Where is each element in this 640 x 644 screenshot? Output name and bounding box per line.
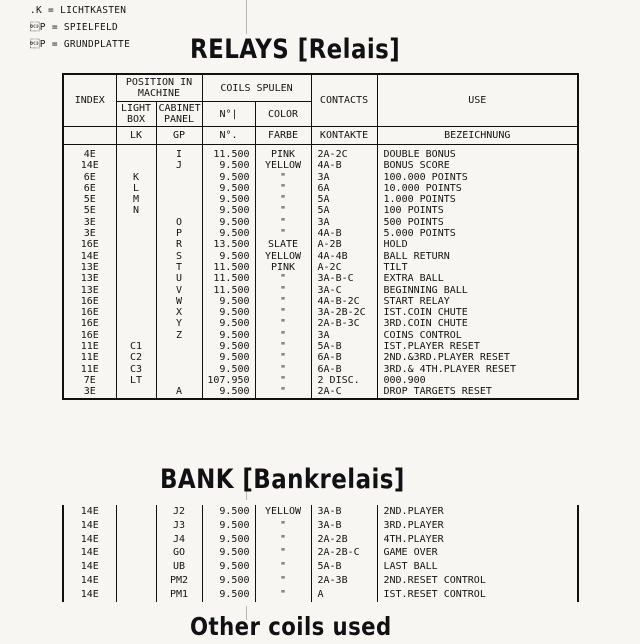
cell-index: 6E: [63, 172, 116, 183]
cell-coil-color: PINK: [255, 145, 311, 161]
table-row: [63, 160, 578, 171]
cell-light-box: [116, 574, 156, 588]
cell-coil-number: 9.500: [202, 330, 255, 341]
cell-coil-color: ": [255, 217, 311, 228]
cell-use: START RELAY: [377, 296, 578, 307]
cell-index: 14E: [63, 574, 116, 588]
legend-line: P = SPIELFELD: [30, 22, 119, 33]
table-row: [63, 296, 578, 307]
cell-use: BALL RETURN: [377, 251, 578, 262]
cell-coil-number: 9.500: [202, 228, 255, 239]
cell-cabinet-panel: J2: [156, 505, 202, 519]
cell-light-box: [116, 273, 156, 284]
cell-coil-number: 9.500: [202, 183, 255, 194]
cell-light-box: [116, 239, 156, 250]
cell-coil-color: ": [255, 228, 311, 239]
cell-coil-color: ": [255, 386, 311, 398]
cell-index: 14E: [63, 251, 116, 262]
cell-contacts: 3A-B: [311, 519, 377, 533]
cell-contacts: 4A-B: [311, 160, 377, 171]
cell-use: 2ND.PLAYER: [377, 505, 578, 519]
header-index: INDEX: [63, 74, 116, 127]
table-row: [63, 505, 578, 519]
cell-light-box: C2: [116, 352, 156, 363]
cell-coil-number: 9.500: [202, 205, 255, 216]
table-row: [63, 262, 578, 273]
bank-table: [62, 505, 579, 602]
cell-index: 16E: [63, 330, 116, 341]
table-row: [63, 239, 578, 250]
cell-contacts: 3A-2B-2C: [311, 307, 377, 318]
cell-cabinet-panel: UB: [156, 560, 202, 574]
cell-coil-number: 9.500: [202, 560, 255, 574]
cell-light-box: [116, 505, 156, 519]
table-row: [63, 364, 578, 375]
cell-index: 3E: [63, 217, 116, 228]
cell-use: 100.000 POINTS: [377, 172, 578, 183]
cell-light-box: [116, 588, 156, 602]
table-row: [63, 546, 578, 560]
cell-light-box: L: [116, 183, 156, 194]
table-row: [63, 533, 578, 547]
cell-contacts: 3A-B: [311, 505, 377, 519]
cell-index: 16E: [63, 296, 116, 307]
table-row: [63, 217, 578, 228]
cell-light-box: C3: [116, 364, 156, 375]
cell-coil-number: 9.500: [202, 318, 255, 329]
cell-use: IST.PLAYER RESET: [377, 341, 578, 352]
table-row: [63, 386, 578, 398]
cell-use: 1.000 POINTS: [377, 194, 578, 205]
relays-table: [62, 73, 579, 400]
cell-cabinet-panel: J: [156, 160, 202, 171]
cell-use: DROP TARGETS RESET: [377, 386, 578, 398]
cell-coil-color: YELLOW: [255, 160, 311, 171]
cell-cabinet-panel: [156, 352, 202, 363]
cell-use: 3RD.& 4TH.PLAYER RESET: [377, 364, 578, 375]
cell-contacts: 3A-B-C: [311, 273, 377, 284]
cell-cabinet-panel: [156, 375, 202, 386]
cell-index: 11E: [63, 364, 116, 375]
cell-coil-number: 9.500: [202, 160, 255, 171]
table-row: [63, 519, 578, 533]
cell-index: 14E: [63, 560, 116, 574]
cell-coil-color: ": [255, 285, 311, 296]
page-fold-line: [246, 0, 247, 34]
cell-coil-color: ": [255, 341, 311, 352]
cell-use: COINS CONTROL: [377, 330, 578, 341]
cell-light-box: M: [116, 194, 156, 205]
cell-contacts: 2 DISC.: [311, 375, 377, 386]
header-no: N°|: [202, 102, 255, 127]
cell-light-box: [116, 318, 156, 329]
table-row: [63, 183, 578, 194]
cell-cabinet-panel: R: [156, 239, 202, 250]
cell-coil-color: ": [255, 183, 311, 194]
table-row: [63, 273, 578, 284]
table-row: [63, 145, 578, 161]
cell-cabinet-panel: A: [156, 386, 202, 398]
cell-light-box: [116, 330, 156, 341]
cell-contacts: A-2B: [311, 239, 377, 250]
bank-title: BANK [Bankrelais]: [160, 464, 405, 495]
cell-coil-color: ": [255, 172, 311, 183]
cell-contacts: 4A-B: [311, 228, 377, 239]
cell-contacts: A-2C: [311, 262, 377, 273]
cell-cabinet-panel: Y: [156, 318, 202, 329]
table-row: [63, 588, 578, 602]
cell-contacts: 6A-B: [311, 352, 377, 363]
cell-coil-color: SLATE: [255, 239, 311, 250]
cell-cabinet-panel: O: [156, 217, 202, 228]
cell-index: 6E: [63, 183, 116, 194]
cell-coil-color: ": [255, 364, 311, 375]
cell-coil-number: 9.500: [202, 251, 255, 262]
cell-coil-number: 9.500: [202, 172, 255, 183]
cell-index: 3E: [63, 228, 116, 239]
cell-cabinet-panel: Z: [156, 330, 202, 341]
cell-use: GAME OVER: [377, 546, 578, 560]
cell-coil-number: 107.950: [202, 375, 255, 386]
cell-cabinet-panel: T: [156, 262, 202, 273]
cell-coil-number: 9.500: [202, 505, 255, 519]
cell-coil-color: ": [255, 352, 311, 363]
cell-contacts: 5A: [311, 194, 377, 205]
cell-index: 14E: [63, 505, 116, 519]
cell-coil-number: 11.500: [202, 273, 255, 284]
cell-contacts: 2A-2B-C: [311, 546, 377, 560]
cell-index: 7E: [63, 375, 116, 386]
cell-cabinet-panel: J4: [156, 533, 202, 547]
cell-cabinet-panel: J3: [156, 519, 202, 533]
cell-coil-number: 11.500: [202, 285, 255, 296]
cell-coil-color: ": [255, 330, 311, 341]
cell-light-box: [116, 285, 156, 296]
other-coils-title: Other coils used: [190, 612, 392, 641]
cell-light-box: C1: [116, 341, 156, 352]
cell-coil-number: 9.500: [202, 546, 255, 560]
cell-coil-color: ": [255, 546, 311, 560]
cell-light-box: [116, 145, 156, 161]
header-farbe: FARBE: [255, 127, 311, 145]
table-row: [63, 352, 578, 363]
header-coils: COILS SPULEN: [202, 74, 311, 102]
header-cabinet-panel: CABINET PANEL: [156, 102, 202, 127]
cell-coil-number: 13.500: [202, 239, 255, 250]
cell-use: 2ND.RESET CONTROL: [377, 574, 578, 588]
cell-coil-number: 9.500: [202, 588, 255, 602]
cell-contacts: 3A: [311, 217, 377, 228]
cell-cabinet-panel: [156, 194, 202, 205]
cell-use: EXTRA BALL: [377, 273, 578, 284]
cell-coil-color: ": [255, 194, 311, 205]
cell-use: 000.900: [377, 375, 578, 386]
cell-use: HOLD: [377, 239, 578, 250]
cell-light-box: [116, 262, 156, 273]
cell-index: 4E: [63, 145, 116, 161]
cell-coil-number: 9.500: [202, 574, 255, 588]
header-bezeichnung: BEZEICHNUNG: [377, 127, 578, 145]
cell-use: 5.000 POINTS: [377, 228, 578, 239]
cell-coil-color: ": [255, 375, 311, 386]
cell-contacts: 4A-B-2C: [311, 296, 377, 307]
cell-contacts: 2A-B-3C: [311, 318, 377, 329]
cell-coil-color: YELLOW: [255, 505, 311, 519]
cell-cabinet-panel: S: [156, 251, 202, 262]
cell-use: 2ND.&3RD.PLAYER RESET: [377, 352, 578, 363]
cell-index: 11E: [63, 352, 116, 363]
cell-contacts: 2A-C: [311, 386, 377, 398]
cell-light-box: [116, 560, 156, 574]
cell-use: 4TH.PLAYER: [377, 533, 578, 547]
cell-cabinet-panel: [156, 205, 202, 216]
cell-use: IST.RESET CONTROL: [377, 588, 578, 602]
cell-coil-number: 9.500: [202, 519, 255, 533]
cell-index: 13E: [63, 262, 116, 273]
legend-line: P = GRUNDPLATTE: [30, 39, 131, 50]
cell-index: 16E: [63, 318, 116, 329]
cell-index: 13E: [63, 273, 116, 284]
table-row: [63, 318, 578, 329]
header-blank: [63, 127, 116, 145]
cell-coil-number: 9.500: [202, 296, 255, 307]
cell-use: 500 POINTS: [377, 217, 578, 228]
table-row: [63, 172, 578, 183]
cell-cabinet-panel: PM2: [156, 574, 202, 588]
cell-index: 16E: [63, 307, 116, 318]
cell-light-box: [116, 386, 156, 398]
cell-coil-number: 9.500: [202, 341, 255, 352]
cell-coil-color: ": [255, 205, 311, 216]
cell-coil-color: ": [255, 318, 311, 329]
cell-contacts: 5A-B: [311, 341, 377, 352]
header-lk: LK: [116, 127, 156, 145]
cell-light-box: [116, 251, 156, 262]
cell-use: TILT: [377, 262, 578, 273]
cell-light-box: [116, 546, 156, 560]
cell-contacts: 4A-4B: [311, 251, 377, 262]
cell-light-box: K: [116, 172, 156, 183]
table-row: [63, 560, 578, 574]
cell-coil-color: ": [255, 273, 311, 284]
cell-use: DOUBLE BONUS: [377, 145, 578, 161]
cell-use: 100 POINTS: [377, 205, 578, 216]
cell-cabinet-panel: U: [156, 273, 202, 284]
cell-index: 14E: [63, 519, 116, 533]
cell-coil-number: 9.500: [202, 307, 255, 318]
cell-coil-color: YELLOW: [255, 251, 311, 262]
cell-use: 10.000 POINTS: [377, 183, 578, 194]
cell-index: 13E: [63, 285, 116, 296]
table-row: [63, 375, 578, 386]
cell-light-box: [116, 217, 156, 228]
cell-index: 5E: [63, 194, 116, 205]
cell-index: 5E: [63, 205, 116, 216]
cell-cabinet-panel: X: [156, 307, 202, 318]
cell-contacts: 2A-3B: [311, 574, 377, 588]
cell-coil-color: ": [255, 296, 311, 307]
cell-index: 11E: [63, 341, 116, 352]
table-row: [63, 251, 578, 262]
cell-coil-number: 11.500: [202, 262, 255, 273]
cell-use: BONUS SCORE: [377, 160, 578, 171]
cell-light-box: N: [116, 205, 156, 216]
cell-coil-color: ": [255, 533, 311, 547]
header-use: USE: [377, 74, 578, 127]
table-row: [63, 285, 578, 296]
cell-contacts: 6A: [311, 183, 377, 194]
cell-cabinet-panel: [156, 183, 202, 194]
header-color: COLOR: [255, 102, 311, 127]
cell-light-box: [116, 519, 156, 533]
cell-coil-number: 9.500: [202, 364, 255, 375]
cell-index: 14E: [63, 533, 116, 547]
cell-contacts: 2A-2B: [311, 533, 377, 547]
table-row: [63, 307, 578, 318]
cell-use: IST.COIN CHUTE: [377, 307, 578, 318]
cell-contacts: 3A-C: [311, 285, 377, 296]
cell-coil-number: 9.500: [202, 386, 255, 398]
legend-line: .K = LICHTKASTEN: [30, 5, 127, 16]
cell-coil-number: 9.500: [202, 352, 255, 363]
cell-cabinet-panel: W: [156, 296, 202, 307]
cell-contacts: 5A: [311, 205, 377, 216]
cell-index: 14E: [63, 546, 116, 560]
header-position: POSITION IN MACHINE: [116, 74, 202, 102]
table-row: [63, 341, 578, 352]
cell-coil-number: 9.500: [202, 533, 255, 547]
abbreviation-legend: [30, 2, 130, 53]
cell-light-box: [116, 296, 156, 307]
cell-contacts: A: [311, 588, 377, 602]
cell-cabinet-panel: [156, 172, 202, 183]
cell-cabinet-panel: PM1: [156, 588, 202, 602]
header-contacts: CONTACTS: [311, 74, 377, 127]
cell-index: 14E: [63, 588, 116, 602]
cell-use: 3RD.COIN CHUTE: [377, 318, 578, 329]
cell-cabinet-panel: GO: [156, 546, 202, 560]
table-row: [63, 574, 578, 588]
cell-coil-color: ": [255, 574, 311, 588]
table-row: [63, 205, 578, 216]
cell-use: BEGINNING BALL: [377, 285, 578, 296]
cell-light-box: LT: [116, 375, 156, 386]
cell-index: 16E: [63, 239, 116, 250]
cell-contacts: 5A-B: [311, 560, 377, 574]
cell-cabinet-panel: P: [156, 228, 202, 239]
cell-use: 3RD.PLAYER: [377, 519, 578, 533]
header-light-box: LIGHT BOX: [116, 102, 156, 127]
cell-light-box: [116, 228, 156, 239]
cell-use: LAST BALL: [377, 560, 578, 574]
cell-contacts: 2A-2C: [311, 145, 377, 161]
cell-coil-number: 9.500: [202, 217, 255, 228]
cell-contacts: 6A-B: [311, 364, 377, 375]
table-row: [63, 330, 578, 341]
cell-index: 3E: [63, 386, 116, 398]
relays-title: RELAYS [Relais]: [190, 34, 401, 65]
cell-contacts: 3A: [311, 330, 377, 341]
cell-coil-number: 11.500: [202, 145, 255, 161]
cell-coil-color: ": [255, 588, 311, 602]
table-row: [63, 194, 578, 205]
cell-light-box: [116, 307, 156, 318]
cell-coil-color: ": [255, 307, 311, 318]
cell-coil-color: ": [255, 519, 311, 533]
header-kontakte: KONTAKTE: [311, 127, 377, 145]
cell-cabinet-panel: [156, 364, 202, 375]
cell-coil-color: PINK: [255, 262, 311, 273]
table-row: [63, 228, 578, 239]
cell-coil-number: 9.500: [202, 194, 255, 205]
cell-light-box: [116, 160, 156, 171]
cell-cabinet-panel: I: [156, 145, 202, 161]
header-gp: GP: [156, 127, 202, 145]
header-no-2: N°.: [202, 127, 255, 145]
cell-cabinet-panel: V: [156, 285, 202, 296]
cell-coil-color: ": [255, 560, 311, 574]
cell-light-box: [116, 533, 156, 547]
cell-cabinet-panel: [156, 341, 202, 352]
cell-index: 14E: [63, 160, 116, 171]
cell-contacts: 3A: [311, 172, 377, 183]
